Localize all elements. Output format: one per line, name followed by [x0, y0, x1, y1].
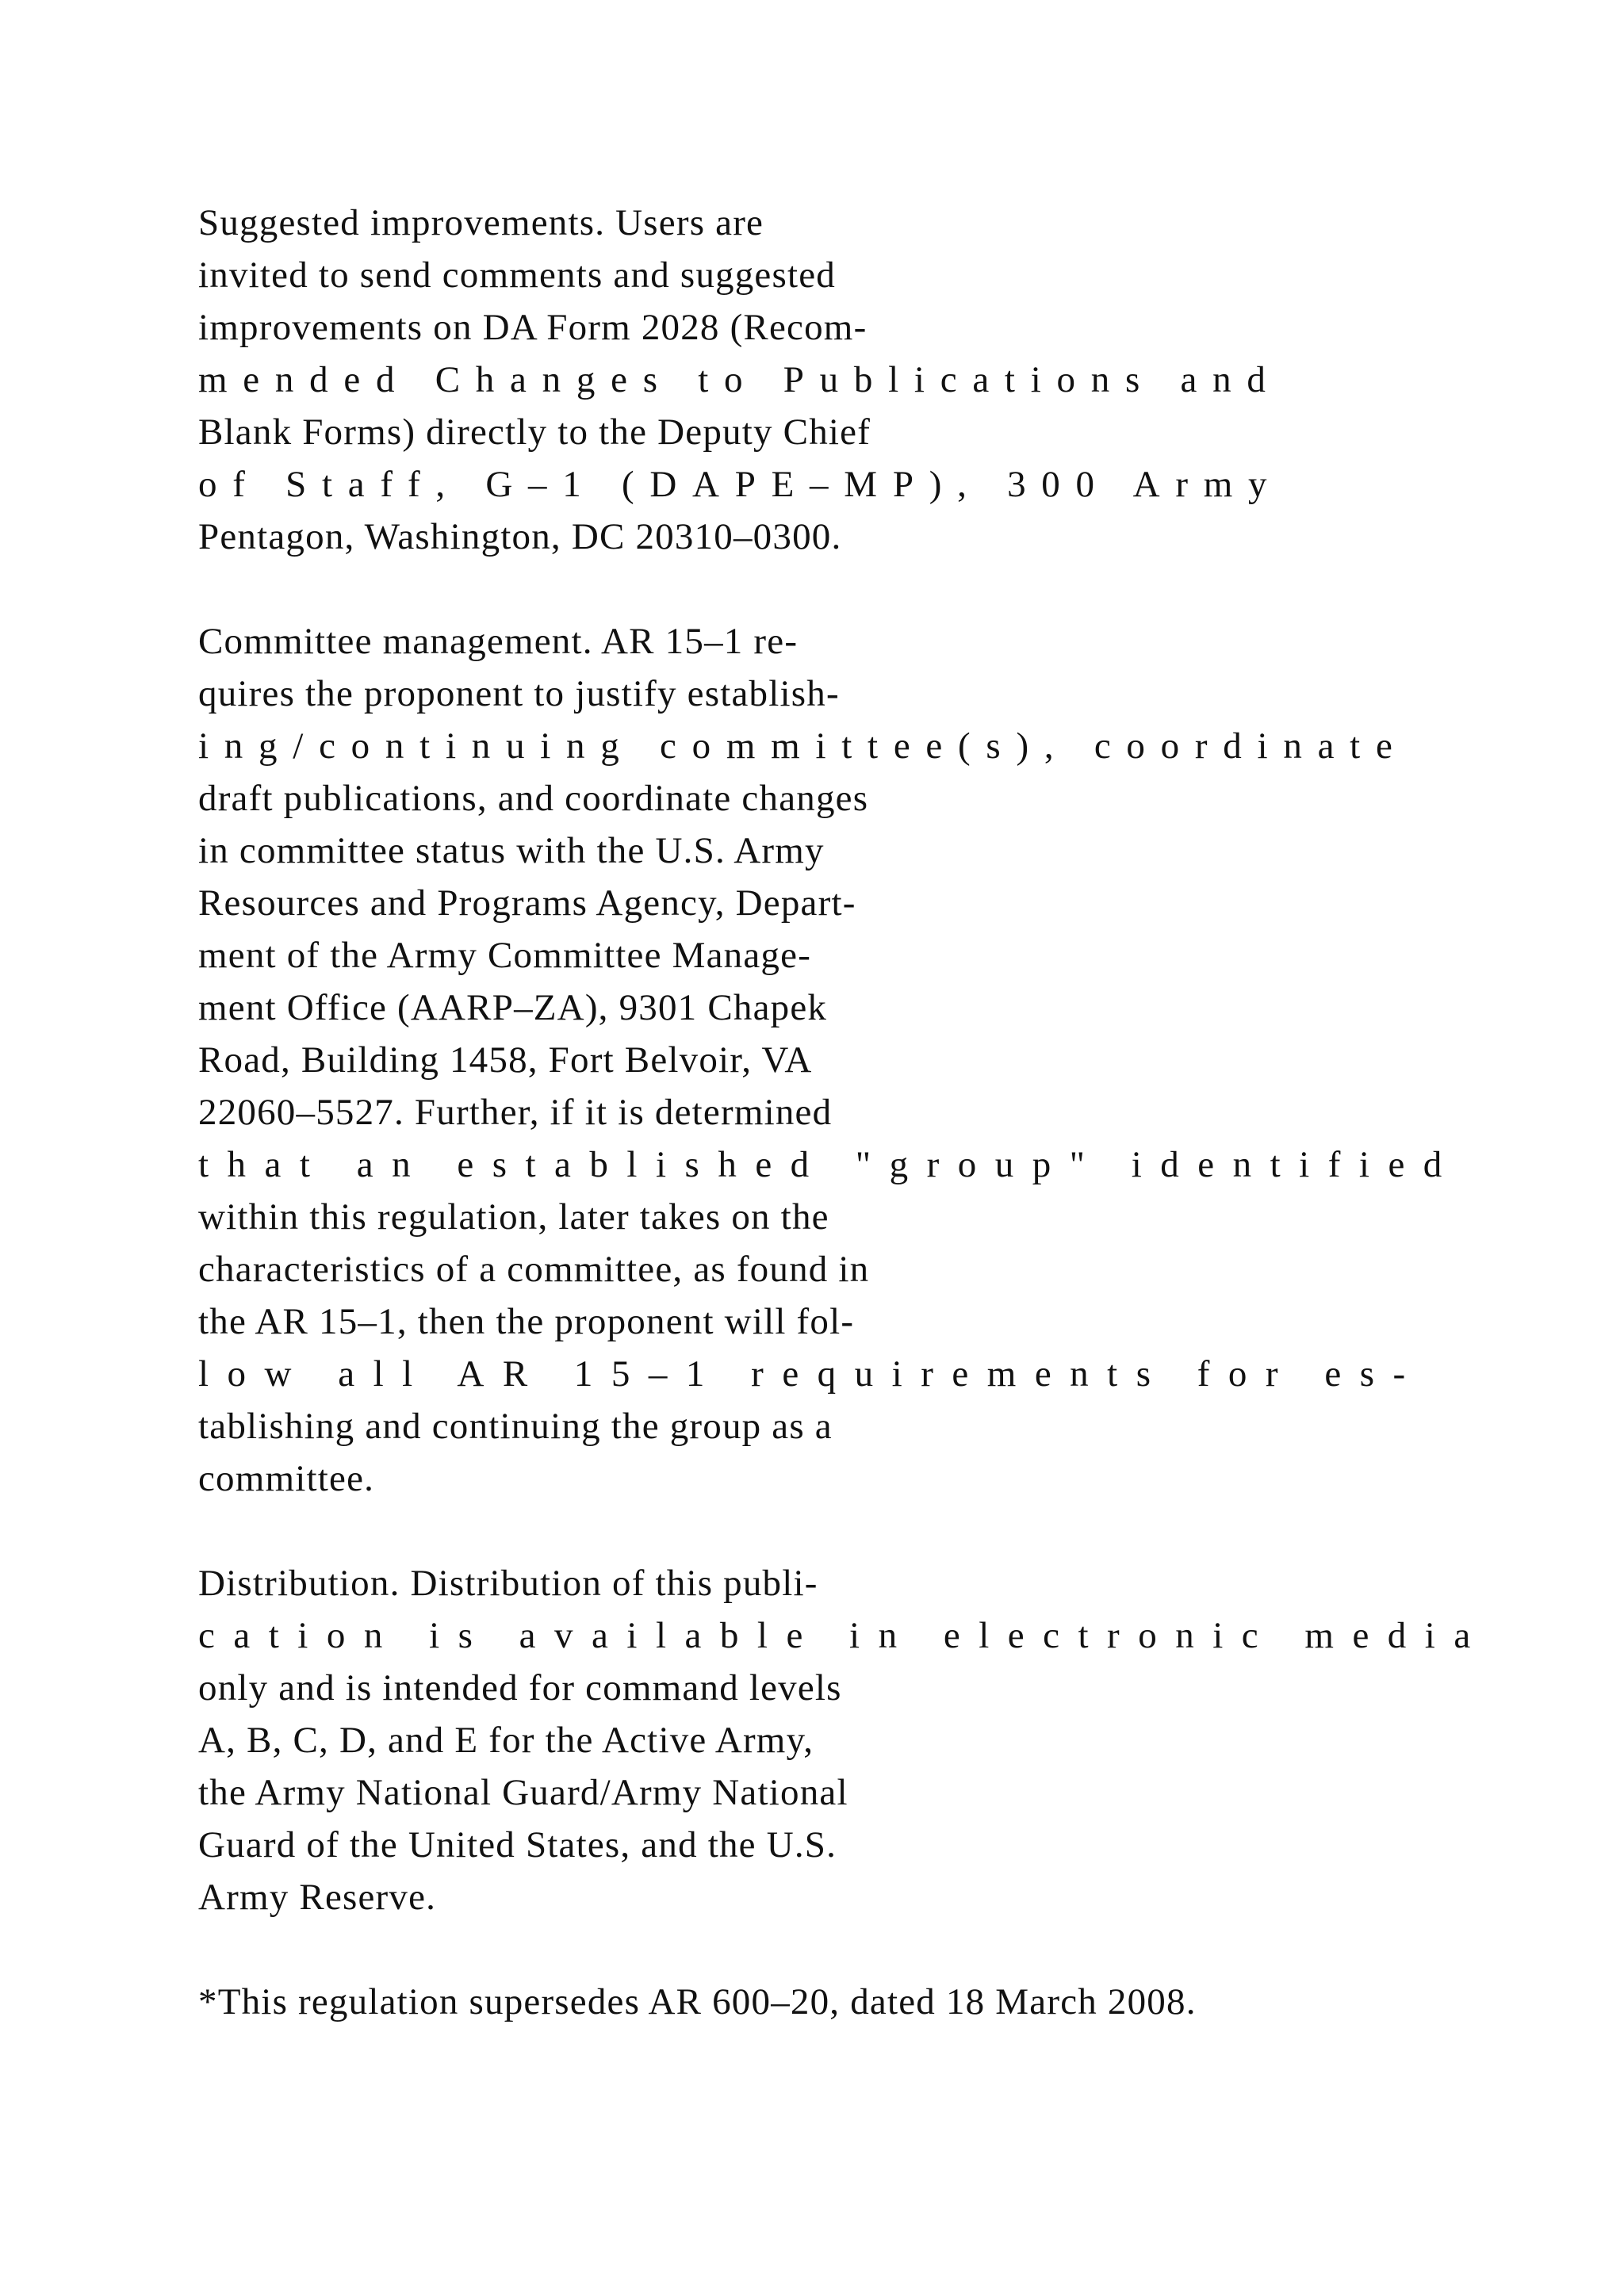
text-line: A, B, C, D, and E for the Active Army, [198, 1720, 814, 1761]
text-line: the Army National Guard/Army National [198, 1772, 848, 1813]
text-line: cation is available in electronic media [198, 1615, 1489, 1656]
text-line: quires the proponent to justify establish- [198, 673, 840, 714]
text-line: in committee status with the U.S. Army [198, 830, 825, 871]
text-line: ing/continuing committee(s), coordinate [198, 725, 1408, 767]
text-line: Distribution. Distribution of this publi- [198, 1563, 818, 1604]
text-line: ment Office (AARP–ZA), 9301 Chapek [198, 987, 828, 1028]
document-body [198, 197, 1507, 2028]
text-line: Pentagon, Washington, DC 20310–0300. [198, 516, 842, 557]
text-line: *This regulation supersedes AR 600–20, dated 18 March 2008. [198, 1981, 1197, 2022]
text-line: of Staff, G–1 (DAPE–MP), 300 Army [198, 464, 1283, 505]
text-line: Guard of the United States, and the U.S. [198, 1824, 837, 1866]
paragraph-distribution [198, 1557, 1507, 1923]
text-line: draft publications, and coordinate changes [198, 778, 869, 819]
text-line: Resources and Programs Agency, Depart- [198, 882, 856, 924]
paragraph-committee-management [198, 615, 1507, 1505]
text-line: characteristics of a committee, as found in [198, 1249, 870, 1290]
text-line: 22060–5527. Further, if it is determined [198, 1092, 833, 1133]
text-line: mended Changes to Publications and [198, 359, 1281, 400]
text-line: ment of the Army Committee Manage- [198, 935, 812, 976]
text-line: invited to send comments and suggested [198, 254, 837, 296]
text-line: within this regulation, later takes on the [198, 1196, 829, 1238]
paragraph-gap [198, 1923, 1507, 1976]
text-line: committee. [198, 1458, 375, 1499]
text-line: tablishing and continuing the group as a [198, 1406, 833, 1447]
paragraph-gap [198, 1505, 1507, 1557]
text-line: that an established "group" identified [198, 1144, 1461, 1185]
text-line: Committee management. AR 15–1 re- [198, 621, 799, 662]
text-line: Blank Forms) directly to the Deputy Chief [198, 411, 871, 453]
text-line: improvements on DA Form 2028 (Recom- [198, 307, 868, 348]
text-line: only and is intended for command levels [198, 1667, 842, 1709]
text-line: Road, Building 1458, Fort Belvoir, VA [198, 1039, 813, 1081]
text-line: the AR 15–1, then the proponent will fol- [198, 1301, 855, 1342]
paragraph-supersession-note [198, 1976, 1507, 2028]
paragraph-suggested-improvements [198, 197, 1507, 563]
text-line: low all AR 15–1 requirements for es- [198, 1353, 1424, 1395]
text-line: Suggested improvements. Users are [198, 202, 764, 243]
paragraph-gap [198, 563, 1507, 615]
text-line: Army Reserve. [198, 1877, 437, 1918]
